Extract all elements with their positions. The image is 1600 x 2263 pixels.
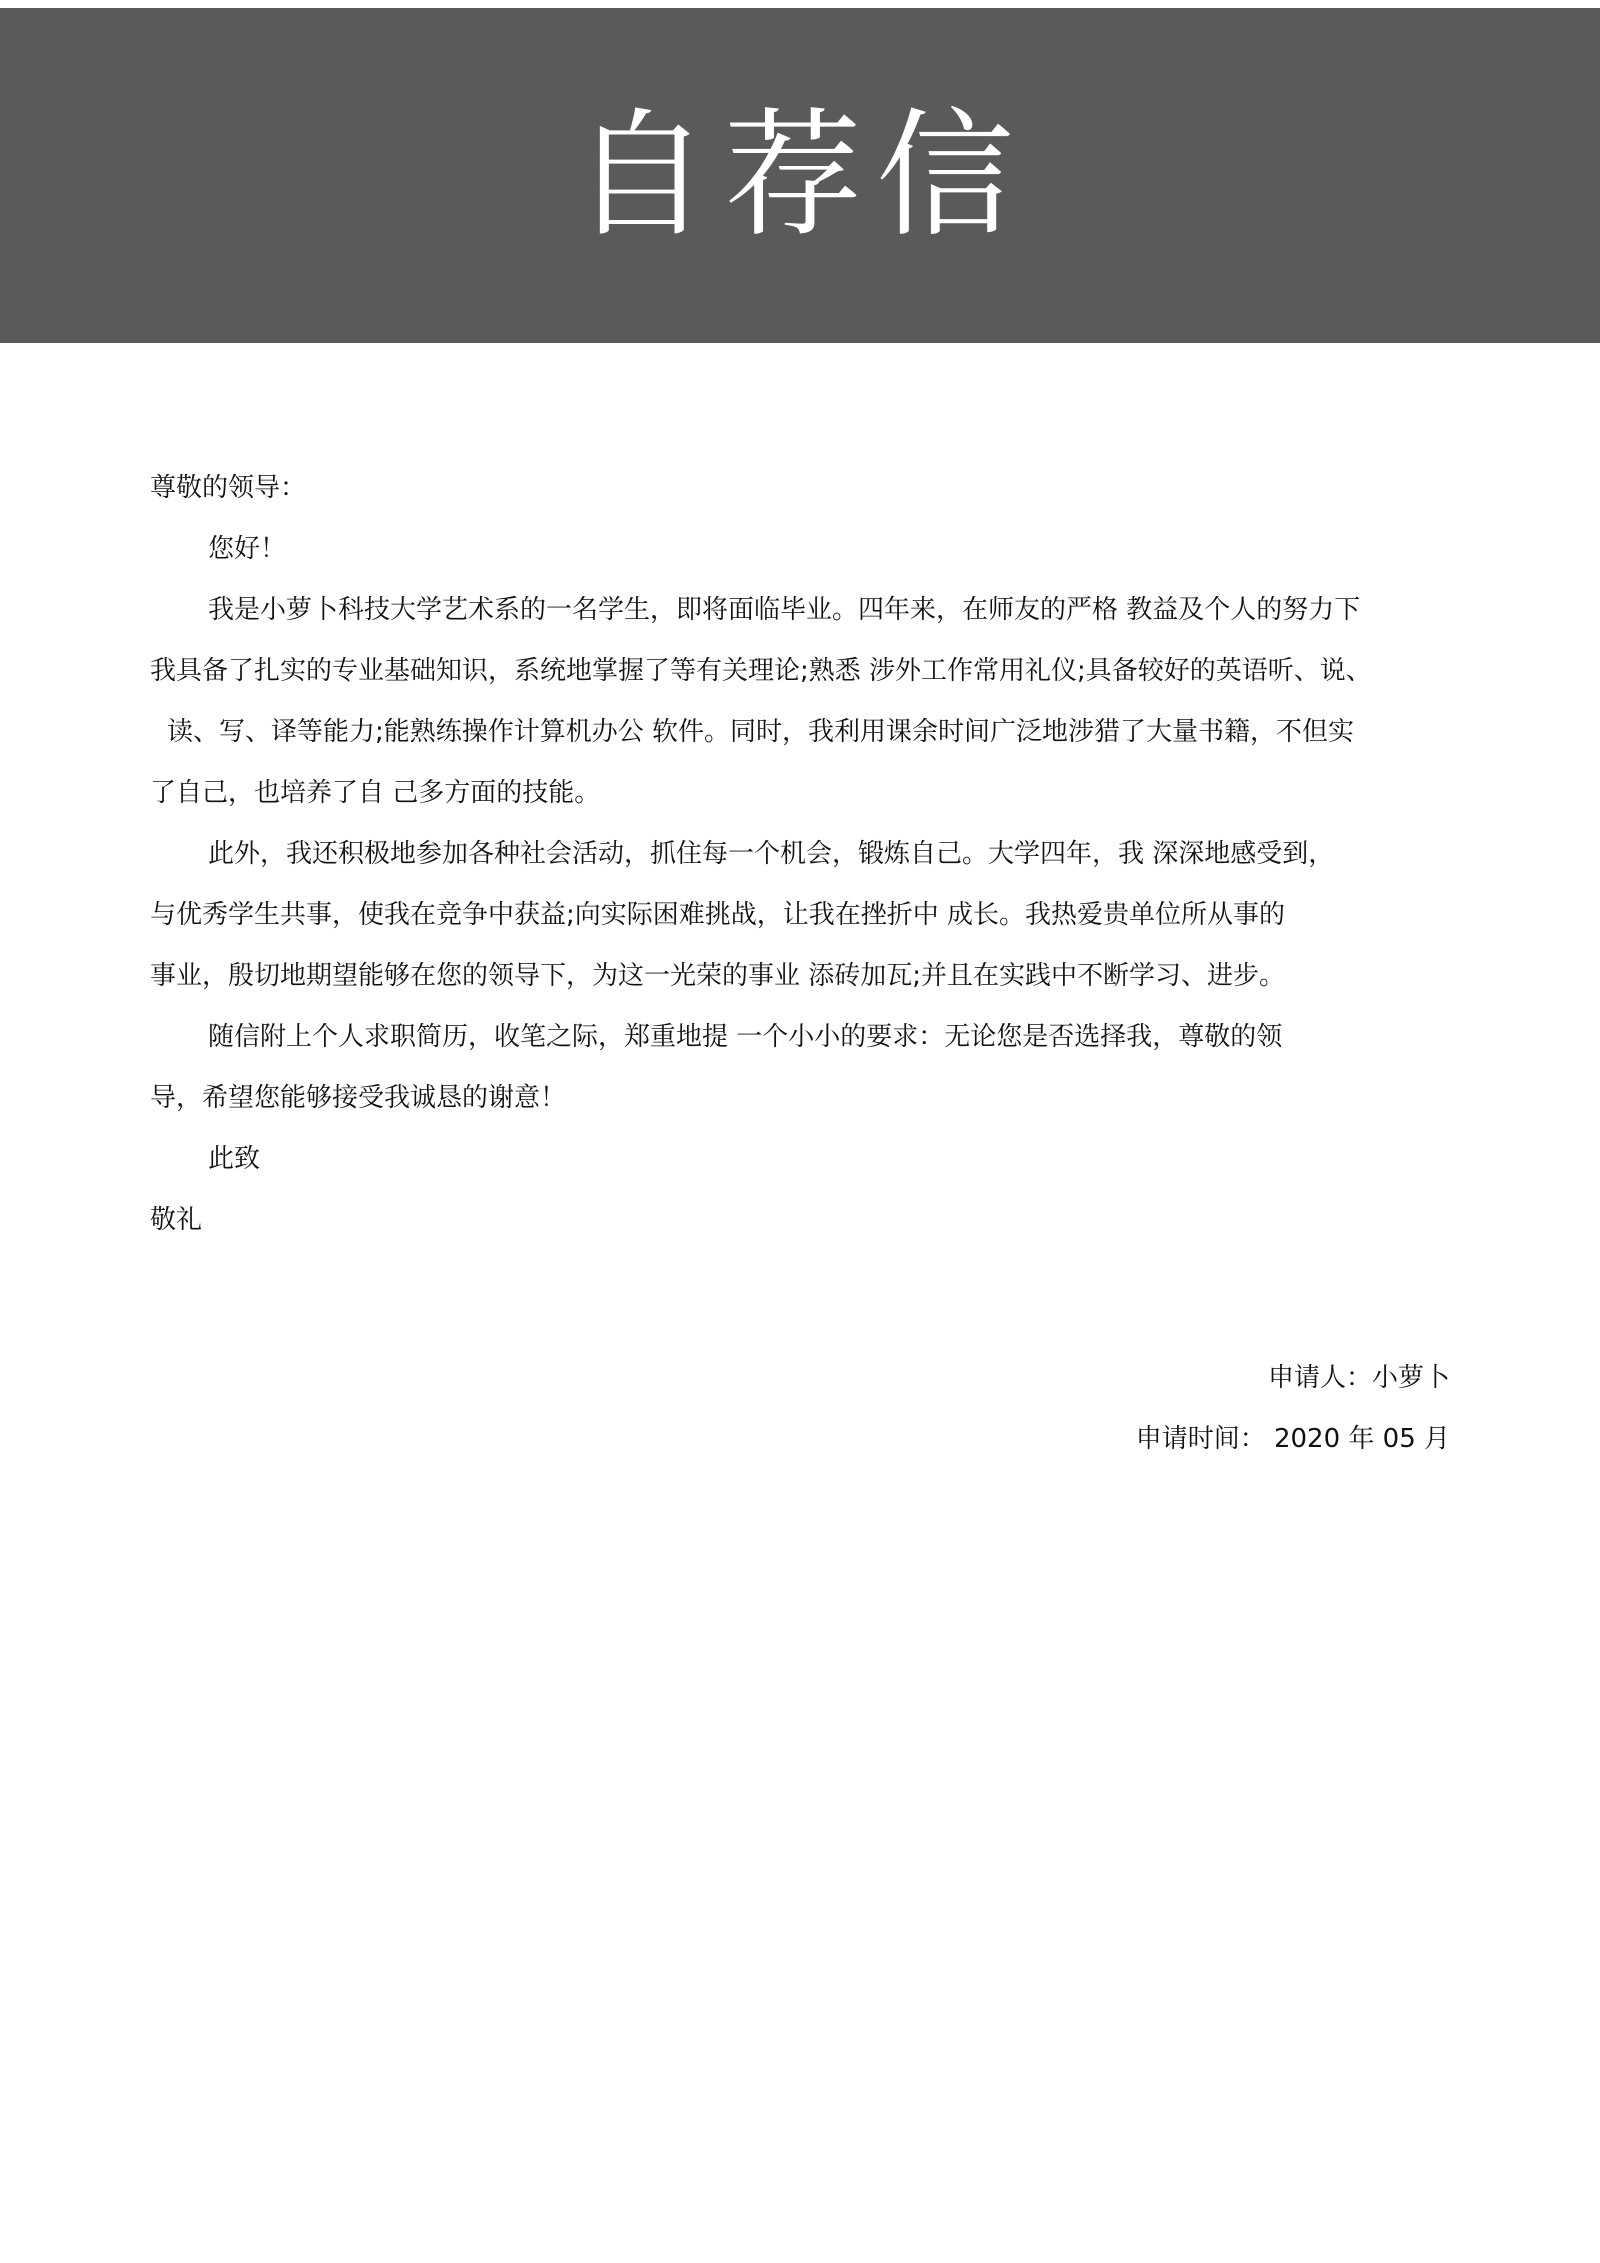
- paragraph-1-line: 了自己，也培养了自 己多方面的技能。: [150, 778, 601, 808]
- paragraph-2-line: 事业，殷切地期望能够在您的领导下，为这一光荣的事业 添砖加瓦;并且在实践中不断学习、进步。: [150, 961, 1286, 991]
- paragraph-2-line: 与优秀学生共事，使我在竞争中获益;向实际困难挑战，让我在挫折中 成长。我热爱贵单位所从事的: [150, 900, 1286, 930]
- closing-regards: 此致: [208, 1144, 261, 1174]
- header-band: [0, 8, 1600, 343]
- paragraph-3-line: 导，希望您能够接受我诚恳的谢意！: [150, 1083, 567, 1113]
- closing-salute: 敬礼: [150, 1205, 203, 1235]
- application-date: 申请时间： 2020 年 05 月: [1135, 1424, 1450, 1454]
- page-title: 自荐信: [571, 95, 1028, 256]
- applicant-name: 申请人：小萝卜: [1267, 1363, 1450, 1393]
- paragraph-1-line: 我是小萝卜科技大学艺术系的一名学生，即将面临毕业。四年来，在师友的严格 教益及个人的努力下: [208, 595, 1361, 625]
- paragraph-3-line: 随信附上个人求职简历，收笔之际，郑重地提 一个小小的要求：无论您是否选择我，尊敬的领: [208, 1022, 1283, 1052]
- salutation: 尊敬的领导：: [150, 473, 307, 503]
- paragraph-2-line: 此外，我还积极地参加各种社会活动，抓住每一个机会，锻炼自己。大学四年，我 深深地感受到，: [208, 839, 1335, 869]
- paragraph-1-line: 读、写、译等能力;能熟练操作计算机办公 软件。同时，我利用课余时间广泛地涉猎了大量书籍，不但实: [167, 717, 1355, 747]
- paragraph-1-line: 我具备了扎实的专业基础知识，系统地掌握了等有关理论;熟悉 涉外工作常用礼仪;具备较好的英语听、说、: [150, 656, 1372, 686]
- greeting: 您好！: [208, 534, 287, 564]
- signature-spacer: [150, 1251, 1450, 1348]
- letter-body: [150, 458, 1450, 1470]
